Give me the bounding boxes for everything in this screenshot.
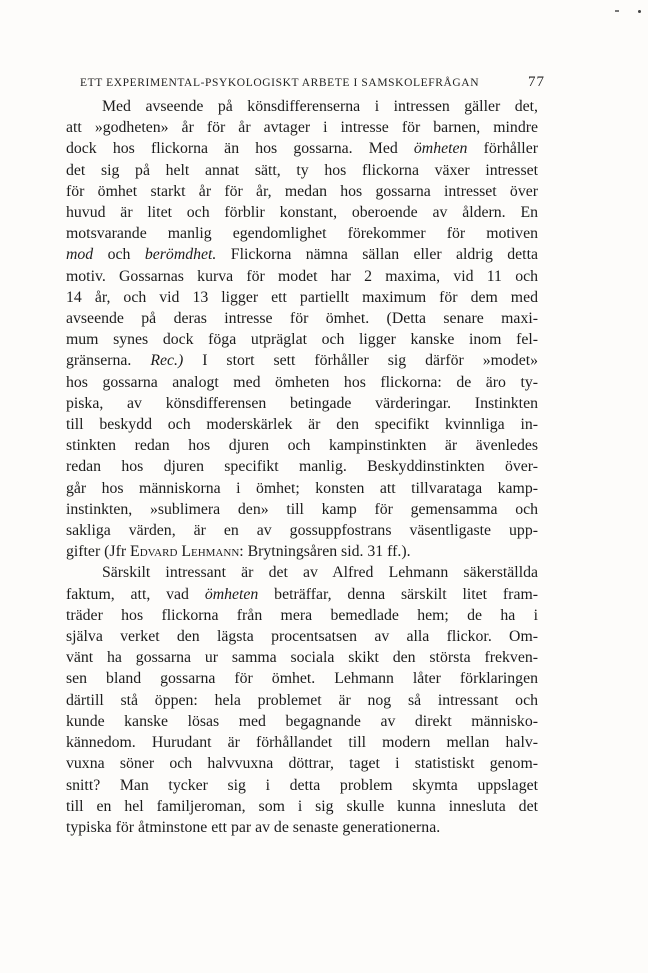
text-line: därtill stå öppen: hela problemet är nog så intressant och [66, 691, 538, 709]
text-span: I stort sett förhåller sig därför »modet» [183, 352, 538, 370]
text-span: : Brytningsåren sid. 31 ff.). [239, 543, 411, 561]
text-span: förhåller [467, 140, 538, 158]
text-line: vuxna söner och halvvuxna döttrar, taget i statistiskt genom- [66, 755, 538, 773]
text-line: huvud är litet och förblir konstant, oberoende av åldern. En [66, 204, 538, 222]
text-line: går hos människorna i ömhet; konsten att tillvaratagа kamp- [66, 479, 538, 497]
text-line [66, 244, 538, 265]
print-speck [638, 10, 641, 13]
page-number: 77 [528, 74, 545, 90]
text-span: gränserna. [66, 352, 151, 370]
text-line: sakliga värden, är en av gossuppfostrans väsentligaste upp- [66, 522, 538, 540]
text-line: redan hos djuren specifikt manlig. Beskyddinstinkten över- [66, 458, 538, 476]
author-name: Edvard Lehmann [130, 543, 240, 561]
running-header [80, 74, 545, 91]
text-line: det sig på helt annat sätt, ty hos flickorna växer intresset [66, 161, 538, 179]
italic-term: ömheten [413, 140, 468, 158]
text-line [66, 350, 538, 371]
text-line: hos gossarna analogt med ömheten hos flickorna: de äro ty- [66, 373, 538, 391]
text-line: till en hel familjeroman, som i sig skulle kunna innesluta det [66, 797, 538, 815]
print-speck [615, 10, 619, 12]
text-line: mum synes dock föga utpräglat och ligger kanske inom fel- [66, 331, 538, 349]
text-line: piska, av könsdifferensen betingade värderingar. Instinkten [66, 394, 538, 412]
italic-term: berömdhet. [144, 246, 217, 264]
italic-term: Rec.) [150, 352, 184, 370]
text-line: till beskydd och moderskärlek är den specifikt kvinnliga in- [66, 416, 538, 434]
text-span: faktum, att, vad [66, 585, 205, 603]
text-line: kunde kanske lösas med begagnande av direkt människo- [66, 712, 538, 730]
italic-term: mod [66, 246, 94, 264]
text-line: Särskilt intressant är det av Alfred Lehmann säkerställda [102, 564, 538, 582]
text-line: avseende på deras intresse för ömhet. (Detta senare maxi- [66, 310, 538, 328]
text-line: 14 år, och vid 13 ligger ett partiellt maximum för dem med [66, 288, 538, 306]
running-title: ETT EXPERIMENTAL-PSYKOLOGISKT ARBETE I SAMSKOLEFRÅGAN [80, 77, 480, 89]
italic-term: ömheten [204, 585, 259, 603]
text-line: Med avseende på könsdifferenserna i intressen gäller det, [102, 98, 538, 115]
text-line: kännedom. Hurudant är förhållandet till modern mellan halv- [66, 734, 538, 752]
text-line: för ömhet starkt år för år, medan hos gossarna intresset över [66, 182, 538, 200]
text-line: motsvarande manlig egendomlighet förekommer för motiven [66, 225, 538, 243]
text-line: snitt? Man tycker sig i detta problem skymta uppslaget [66, 776, 538, 794]
text-line: instinkten, »sublimera den» till kamp för gemensamma och [66, 500, 538, 518]
text-line: stinkten redan hos djuren och kampinstinkten är ävenledes [66, 437, 538, 455]
text-span: beträffar, denna särskilt litet fram- [258, 585, 538, 603]
text-line: sen bland gossarna för ömhet. Lehmann låter förklaringen [66, 670, 538, 688]
text-line: träder hos flickorna från mera bemedlade hem; de ha i [66, 606, 538, 624]
text-span: dock hos flickorna än hos gossarna. Med [66, 140, 414, 158]
text-line [66, 138, 538, 159]
text-line: motiv. Gossarnas kurva för modet har 2 maxima, vid 11 och [66, 267, 538, 285]
body-text [66, 96, 538, 838]
text-line [66, 541, 538, 562]
text-line: att »godheten» år för år avtager i intresse för barnen, mindre [66, 119, 538, 137]
text-line [66, 584, 538, 605]
text-span: Flickorna nämna sällan eller aldrig detta [216, 246, 538, 264]
text-line: vänt ha gossarna ur samma sociala skikt den största frekven- [66, 649, 538, 667]
text-line: typiska för åtminstone ett par av de senaste generationerna. [66, 818, 441, 836]
text-span: gifter (Jfr [66, 543, 131, 561]
text-line: själva verket den lägsta procentsatsen av alla flickor. Om- [66, 628, 538, 646]
text-span: och [93, 246, 145, 264]
